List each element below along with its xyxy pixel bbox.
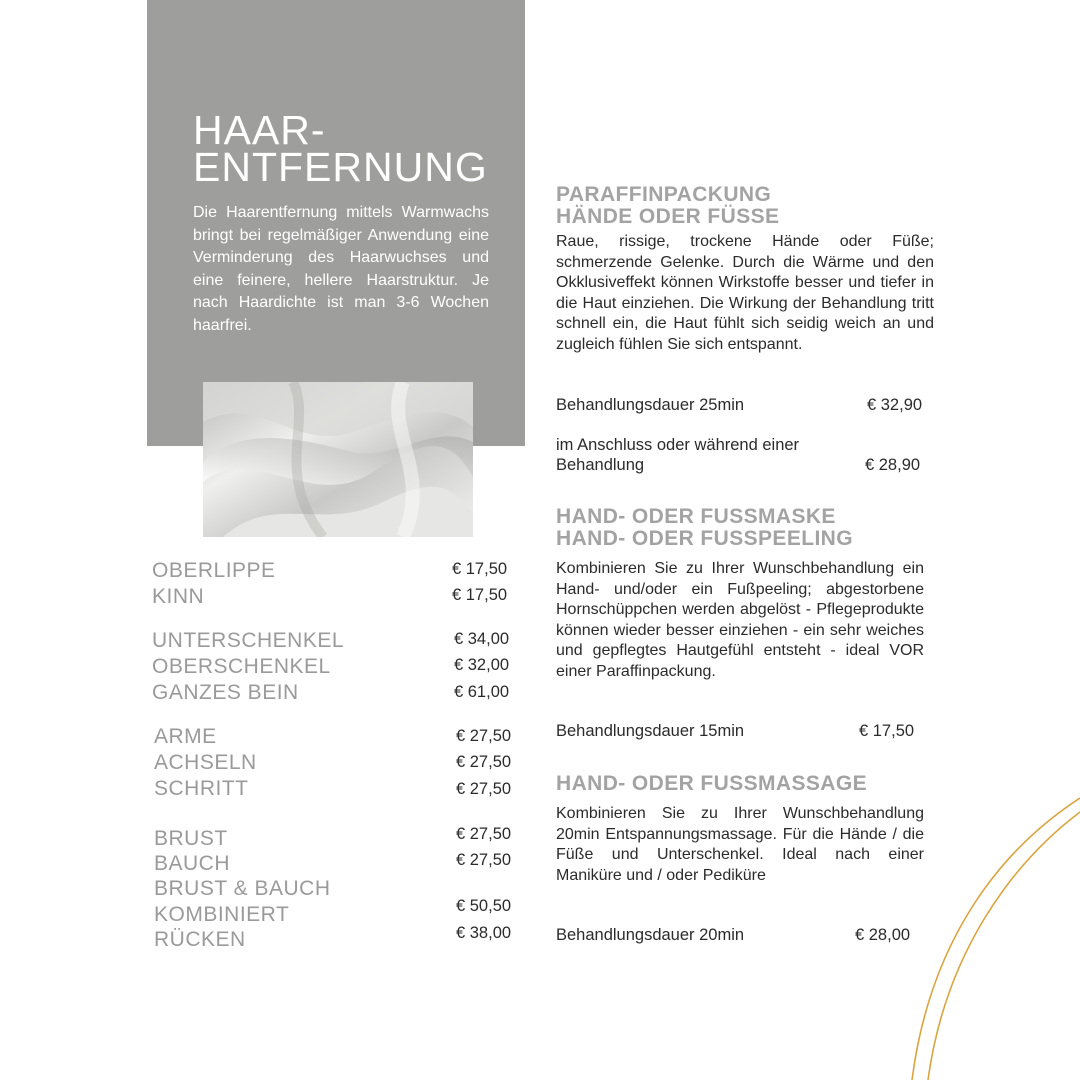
price-item-label: KOMBINIERT xyxy=(154,903,290,926)
price-item-label: BAUCH xyxy=(154,852,231,875)
price-item-label: UNTERSCHENKEL xyxy=(152,629,345,652)
silk-fabric-image xyxy=(203,382,473,537)
heading-line: PARAFFINPACKUNG xyxy=(556,183,772,206)
price-item-value: € 34,00 xyxy=(454,630,510,648)
mask-duration-label: Behandlungsdauer 15min xyxy=(556,722,745,740)
price-item-label: GANZES BEIN xyxy=(152,681,299,704)
decorative-gold-arcs xyxy=(890,790,1080,1080)
paraffin-duration-label: Behandlungsdauer 25min xyxy=(556,396,745,414)
price-item-value: € 27,50 xyxy=(456,825,512,843)
heading-line: HÄNDE ODER FÜSSE xyxy=(556,205,780,228)
price-item-value: € 50,50 xyxy=(456,897,512,915)
price-item-label: ARME xyxy=(154,725,217,748)
price-item-label: SCHRITT xyxy=(154,777,249,800)
price-item-value: € 27,50 xyxy=(456,780,512,798)
mask-description: Kombinieren Sie zu Ihrer Wunschbehandlung ein Hand- und/oder ein Fußpeeling; abgestorbene Hornschüppchen werden abgelöst - Pflegeprodukte können wieder besser einziehen - ein sehr weiches und gepflegtes Hautgefühl entsteht - ideal VOR einer Paraffinpackung. xyxy=(556,560,924,680)
price-item-value: € 32,00 xyxy=(454,656,510,674)
price-item-value: € 27,50 xyxy=(456,851,512,869)
price-item-value: € 38,00 xyxy=(456,924,512,942)
price-item-label: KINN xyxy=(152,585,205,608)
massage-duration-price: € 28,00 xyxy=(855,926,911,944)
section-title-hair-removal xyxy=(193,107,503,190)
massage-description: Kombinieren Sie zu Ihrer Wunschbehandlung 20min Entspannungsmassage. Für die Hände / die Füße und Unterschenkel. Ideal nach einer Maniküre und / oder Pediküre xyxy=(556,805,924,884)
paraffin-addon-price: € 28,90 xyxy=(865,456,921,474)
heading-line: HAND- ODER FUSSMASKE xyxy=(556,505,836,528)
heading-line: HAND- ODER FUSSMASSAGE xyxy=(556,772,867,795)
price-item-label: BRUST xyxy=(154,827,228,850)
paraffin-description: Raue, rissige, trockene Hände oder Füße; schmerzende Gelenke. Durch die Wärme und den Okklusiveffekt können Wirkstoffe besser und tiefer in die Haut einziehen. Die Wirkung der Behandlung tritt schnell ein, die Haut fühlt sich seidig weich an und zugleich fühlen Sie sich entspannt. xyxy=(556,233,934,353)
title-line-2: ENTFERNUNG xyxy=(193,144,488,190)
price-item-label: OBERSCHENKEL xyxy=(152,655,331,678)
heading-massage xyxy=(556,773,867,795)
heading-paraffin xyxy=(556,184,779,228)
price-item-label: OBERLIPPE xyxy=(152,559,276,582)
paraffin-addon-label-1: im Anschluss oder während einer xyxy=(556,436,800,454)
mask-duration-price: € 17,50 xyxy=(859,722,915,740)
price-item-label: RÜCKEN xyxy=(154,928,246,951)
price-item-label: BRUST & BAUCH xyxy=(154,877,331,900)
title-line-1: HAAR- xyxy=(193,107,326,153)
hair-removal-description: Die Haarentfernung mittels Warmwachs bringt bei regelmäßiger Anwendung eine Verminderung des Haarwuchses und eine feinere, hellere Haarstruktur. Je nach Haardichte ist man 3-6 Wochen haarfrei. xyxy=(193,204,489,334)
massage-duration-label: Behandlungsdauer 20min xyxy=(556,926,745,944)
price-item-value: € 17,50 xyxy=(452,586,508,604)
price-item-value: € 17,50 xyxy=(452,560,508,578)
price-item-value: € 27,50 xyxy=(456,727,512,745)
heading-mask-peeling xyxy=(556,506,853,550)
paraffin-addon-label-2: Behandlung xyxy=(556,456,645,474)
heading-line: HAND- ODER FUSSPEELING xyxy=(556,527,853,550)
price-item-value: € 27,50 xyxy=(456,753,512,771)
price-item-label: ACHSELN xyxy=(154,751,257,774)
price-item-value: € 61,00 xyxy=(454,683,510,701)
paraffin-duration-price: € 32,90 xyxy=(867,396,923,414)
